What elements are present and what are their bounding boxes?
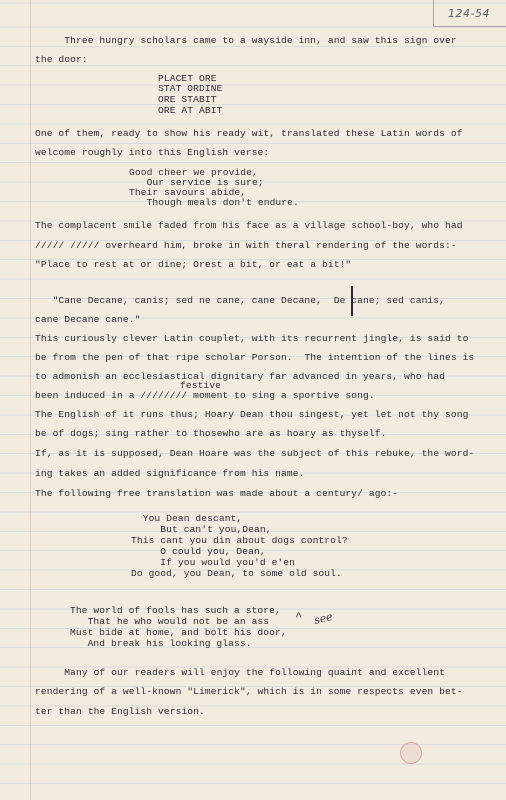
verse-line: O could you, Dean, (131, 546, 266, 557)
sign-line: ORE AT ABIT (158, 105, 223, 116)
paragraph-line: welcome roughly into this English verse: (35, 147, 270, 158)
verse-line: Good cheer we provide, (129, 167, 258, 178)
archive-reference-number: 124-54 (448, 7, 490, 20)
paragraph-line: The following free translation was made about a century/ ago:- (35, 488, 399, 499)
paragraph-line: Many of our readers will enjoy the following quaint and excellent (35, 667, 446, 678)
paragraph-line: "Cane Decane, canis; sed ne cane, cane Decane, De cane; sed canis, (35, 295, 446, 306)
paragraph-line: The complacent smile faded from his face as a village school-boy, who had (35, 220, 463, 231)
paragraph-line: ///// ///// overheard him, broke in with theral rendering of the words:- (35, 240, 457, 251)
paragraph-line: be of dogs; sing rather to thosewho are as hoary as thyself. (35, 428, 387, 439)
sign-line: STAT ORDINE (158, 83, 223, 94)
verse-line: Do good, you Dean, to some old soul. (131, 568, 342, 579)
verse-line: The world of fools has such a store, (70, 605, 281, 616)
paragraph-line: the door: (35, 54, 88, 65)
paragraph-line: The English of it runs thus; Hoary Dean thou singest, yet let not thy song (35, 409, 469, 420)
verse-line: And break his looking glass. (70, 638, 252, 649)
verse-line: That he who would not be an ass (70, 616, 270, 627)
library-stamp (400, 742, 422, 764)
handwritten-sidenote: see (312, 609, 334, 628)
sign-line: PLACET ORE (158, 73, 217, 84)
paragraph-line: This curiously clever Latin couplet, with its recurrent jingle, is said to (35, 333, 469, 344)
paragraph-line: Three hungry scholars came to a wayside inn, and saw this sign over (35, 35, 457, 46)
paragraph-line: rendering of a well-known "Limerick", which is in some respects even bet- (35, 686, 463, 697)
paragraph-line: If, as it is supposed, Dean Hoare was the subject of this rebuke, the word- (35, 448, 475, 459)
archive-box-rule (433, 26, 506, 27)
verse-line: Though meals don't endure. (129, 197, 299, 208)
paragraph-line: be from the pen of that ripe scholar Porson. The intention of the lines is (35, 352, 475, 363)
verse-line: Their savours abide, (129, 187, 247, 198)
interlinear-correction: festive (180, 380, 222, 391)
paragraph-line: to admonish an ecclesiastical dignitary far advanced in years, who had (35, 371, 446, 382)
verse-line: Must bide at home, and bolt his door, (70, 627, 287, 638)
verse-line: Our service is sure; (129, 177, 264, 188)
verse-line: If you would you'd e'en (131, 557, 296, 568)
paragraph-line: cane Decane cane." (35, 314, 141, 325)
margin-rule (30, 0, 31, 800)
archive-box-rule (433, 0, 434, 26)
paragraph-line: been induced in a //////// moment to sing a sportive song. (35, 390, 375, 401)
verse-line: But can't you,Dean, (131, 524, 272, 535)
paragraph-line: "Place to rest at or dine; Orest a bit, or eat a bit!" (35, 259, 352, 270)
sign-line: ORE STABIT (158, 94, 217, 105)
paragraph-line: One of them, ready to show his ready wit, translated these Latin words of (35, 128, 463, 139)
caret-mark: ^ (295, 610, 303, 624)
verse-line: You Dean descant, (131, 513, 243, 524)
paragraph-line: ter than the English version. (35, 706, 205, 717)
verse-line: This cant you din about dogs control? (131, 535, 348, 546)
paragraph-line: ing takes an added significance from his name. (35, 468, 305, 479)
